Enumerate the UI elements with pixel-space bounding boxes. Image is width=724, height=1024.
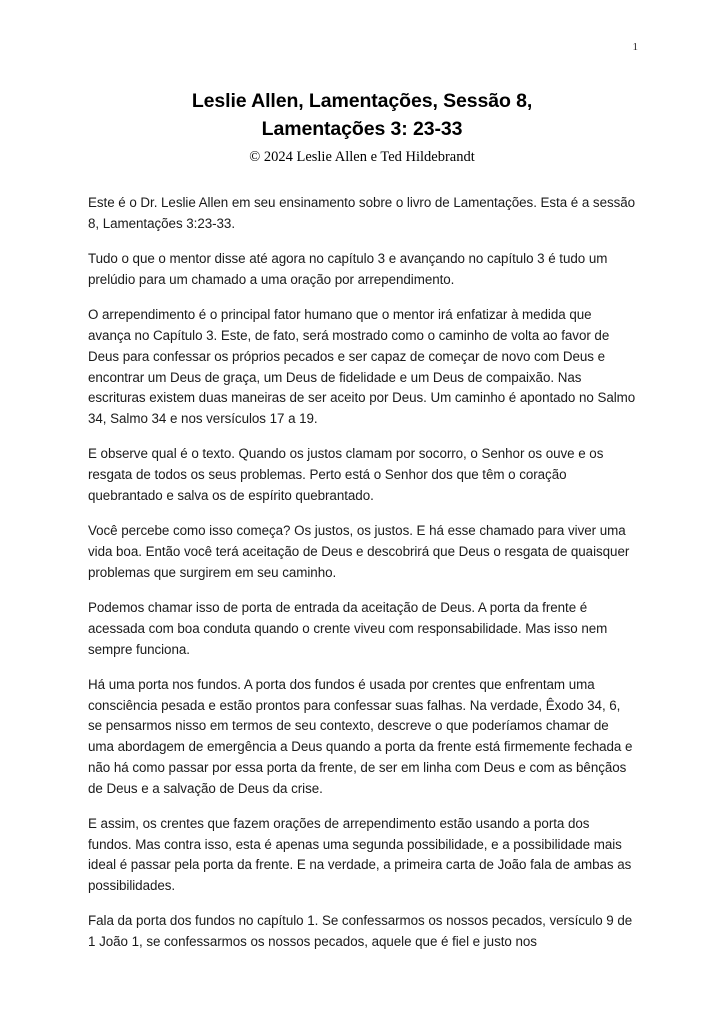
paragraph: Fala da porta dos fundos no capítulo 1. Se confessarmos os nossos pecados, versículo 9 de 1 João 1, se confessarmos os nossos pecados, aquele que é fiel e justo nos [88,913,633,950]
page-number: 1 [632,41,638,53]
copyright-notice: © 2024 Leslie Allen e Ted Hildebrandt [249,149,475,166]
paragraph: Há uma porta nos fundos. A porta dos fundos é usada por crentes que enfrentam uma consciência pesada e estão prontos para confessar suas falhas. Na verdade, Êxodo 34, 6, se pensarmos nisso em termos de seu contexto, descreve o que poderíamos chamar de uma abordagem de emergência a Deus quando a porta da frente está firmemente fechada e não há como passar por essa porta da frente, de ser em linha com Deus e com as bênçãos de Deus e a salvação de Deus da crise. [88,676,633,796]
paragraph: E assim, os crentes que fazem orações de arrependimento estão usando a porta dos fundos. Mas contra isso, esta é apenas uma segunda possibilidade, e a possibilidade mais ideal é passar pela porta da frente. E na verdade, a primeira carta de João fala de ambas as possibilidades. [88,815,632,894]
title-line-1: Leslie Allen, Lamentações, Sessão 8, [191,90,533,112]
title-line-2: Lamentações 3: 23-33 [261,117,463,140]
page-title [88,88,636,143]
paragraph: E observe qual é o texto. Quando os justos clamam por socorro, o Senhor os ouve e os resgata de todos os seus problemas. Perto está o Senhor dos que têm o coração quebrantado e salva os de espírito quebrantado. [88,446,604,503]
paragraph: Você percebe como isso começa? Os justos, os justos. E há esse chamado para viver uma vida boa. Então você terá aceitação de Deus e descobrirá que Deus o resgata de quaisquer problemas que surgirem em seu caminho. [88,523,630,580]
paragraph: Podemos chamar isso de porta de entrada da aceitação de Deus. A porta da frente é acessada com boa conduta quando o crente viveu com responsabilidade. Mas isso nem sempre funciona. [88,599,608,657]
document-content [88,88,636,967]
paragraph: Tudo o que o mentor disse até agora no capítulo 3 e avançando no capítulo 3 é tudo um prelúdio para um chamado a uma oração por arrependimento. [88,251,608,288]
paragraph: Este é o Dr. Leslie Allen em seu ensinamento sobre o livro de Lamentações. Esta é a sessão 8, Lamentações 3:23-33. [88,195,636,231]
body-text [88,193,636,953]
paragraph: O arrependimento é o principal fator humano que o mentor irá enfatizar à medida que avança no Capítulo 3. Este, de fato, será mostrado como o caminho de volta ao favor de Deus para confessar os próprios pecados e ser capaz de começar de novo com Deus e encontrar um Deus de graça, um Deus de fidelidade e um Deus de compaixão. Nas escrituras existem duas maneiras de ser aceito por Deus. Um caminho é apontado no Salmo 34, Salmo 34 e nos versículos 17 a 19. [88,307,636,427]
header-spacer [88,167,636,193]
